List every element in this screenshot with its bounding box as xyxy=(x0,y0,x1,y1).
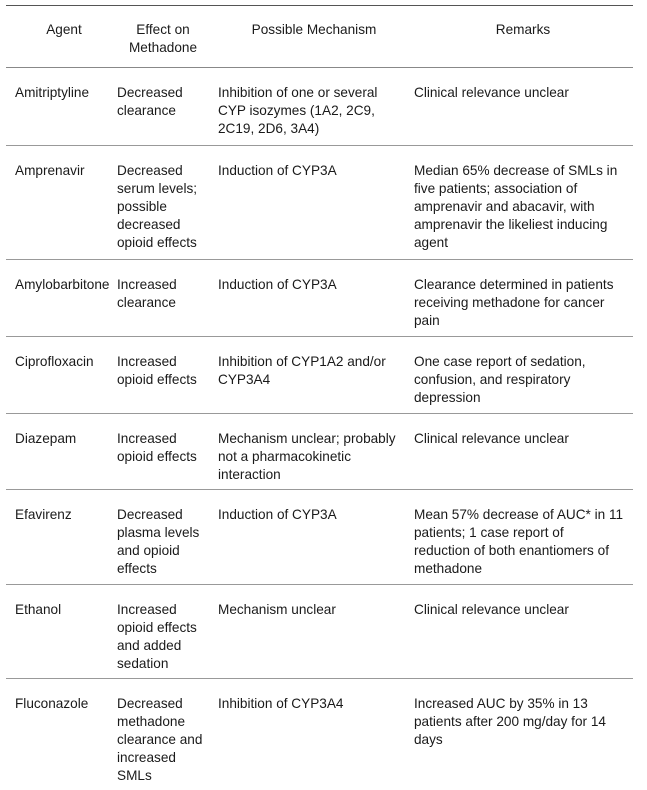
cell-mechanism: Mechanism unclear; probably not a pharmacokinetic interaction xyxy=(218,431,396,482)
cell-agent: Amitriptyline xyxy=(15,85,90,100)
cell-effect: Increased opioid effects xyxy=(117,431,197,464)
cell-effect: Increased clearance xyxy=(117,277,177,310)
cell-remarks: Clinical relevance unclear xyxy=(414,85,569,100)
header-effect: Effect on Methadone xyxy=(128,22,198,55)
table-row xyxy=(6,68,633,146)
table-row xyxy=(6,414,633,490)
header-mechanism: Possible Mechanism xyxy=(251,22,377,37)
cell-agent: Fluconazole xyxy=(15,696,89,711)
cell-agent: Amprenavir xyxy=(15,163,85,178)
cell-remarks: Mean 57% decrease of AUC* in 11 patients; 1 case report of reduction of both enantiomers of methadone xyxy=(414,507,624,576)
cell-effect: Decreased clearance xyxy=(117,85,183,118)
cell-mechanism: Induction of CYP3A xyxy=(218,507,337,522)
cell-remarks: One case report of sedation, confusion, and respiratory depression xyxy=(414,354,586,405)
cell-effect: Decreased serum levels; possible decreased opioid effects xyxy=(117,163,198,250)
cell-effect: Decreased plasma levels and opioid effects xyxy=(117,507,200,576)
header-agent-text: Agent xyxy=(46,22,82,37)
cell-mechanism: Inhibition of CYP3A4 xyxy=(218,696,344,711)
cell-mechanism: Mechanism unclear xyxy=(218,602,336,617)
cell-agent: Ciprofloxacin xyxy=(15,354,94,369)
cell-mechanism: Induction of CYP3A xyxy=(218,163,337,178)
table-row xyxy=(6,337,633,414)
cell-agent: Efavirenz xyxy=(15,507,72,522)
header-agent xyxy=(40,21,88,39)
table-row xyxy=(6,260,633,337)
cell-effect: Increased opioid effects xyxy=(117,354,197,387)
cell-remarks: Increased AUC by 35% in 13 patients after 200 mg/day for 14 days xyxy=(414,696,606,747)
cell-agent: Ethanol xyxy=(15,602,62,617)
table-row xyxy=(6,679,633,790)
table-row xyxy=(6,490,633,585)
cell-mechanism: Induction of CYP3A xyxy=(218,277,337,292)
table-top-rule xyxy=(6,5,633,6)
cell-remarks: Clinical relevance unclear xyxy=(414,431,569,446)
table-row xyxy=(6,585,633,679)
cell-remarks: Clinical relevance unclear xyxy=(414,602,569,617)
cell-remarks: Median 65% decrease of SMLs in five patients; association of amprenavir and abacavir, with amprenavir the likeliest inducing agent xyxy=(414,163,618,250)
cell-effect: Increased opioid effects and added sedation xyxy=(117,602,197,671)
cell-mechanism: Inhibition of CYP1A2 and/or CYP3A4 xyxy=(218,354,386,387)
cell-remarks: Clearance determined in patients receiving methadone for cancer pain xyxy=(414,277,614,328)
cell-mechanism: Inhibition of one or several CYP isozymes (1A2, 2C9, 2C19, 2D6, 3A4) xyxy=(218,85,378,136)
header-remarks: Remarks xyxy=(495,22,551,37)
cell-effect: Decreased methadone clearance and increased SMLs xyxy=(117,696,203,783)
table-row xyxy=(6,146,633,260)
cell-agent: Diazepam xyxy=(15,431,77,446)
cell-agent: Amylobarbitone xyxy=(15,277,110,292)
